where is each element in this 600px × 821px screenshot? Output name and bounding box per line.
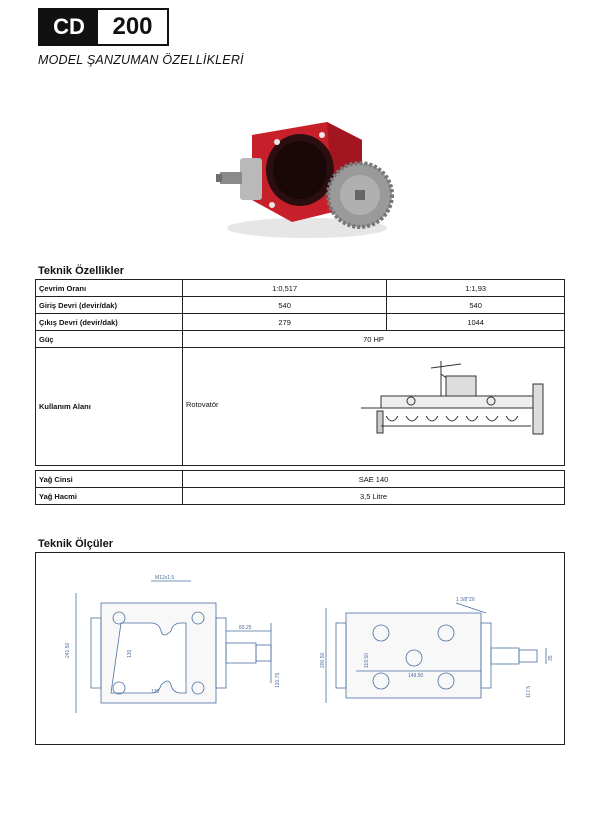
table-row [36,348,565,466]
dim-side-length: 149.50 [408,673,424,679]
table-row [36,280,565,297]
dim-shaft-diameter: 35 [548,655,554,661]
input-flange [216,158,262,200]
power-label: Güç [36,331,183,348]
dim-thread: M12x1.5 [155,575,175,581]
specs-table [35,279,565,505]
power-value: 70 HP [183,331,565,348]
dimensions-section-title: Teknik Ölçüler [38,538,113,550]
model-number: 200 [112,13,153,40]
oil-volume-value: 3,5 Litre [183,488,565,505]
table-row [36,488,565,505]
dim-front-height: 241.50 [65,642,71,658]
rotovator-drawing [351,356,551,456]
oil-type-label: Yağ Cinsi [36,471,183,488]
dim-side-height: 200.50 [320,652,326,668]
oil-volume-label: Yağ Hacmi [36,488,183,505]
output-speed-value-1: 279 [183,314,387,331]
dimensions-box [35,552,565,745]
dim-shaft-position: 120.75 [275,672,281,688]
table-row [36,331,565,348]
usage-label: Kullanım Alanı [36,348,183,466]
dim-side-inner: 119.50 [364,653,370,668]
side-view-drawing [316,563,556,733]
front-view-drawing [51,563,286,733]
ratio-value-2: 1:1,93 [387,280,565,297]
specs-section-title: Teknik Özellikler [38,265,125,277]
page-subtitle: MODEL ŞANZUMAN ÖZELLİKLERİ [38,53,244,67]
usage-value: Rotovatör [186,400,219,409]
dim-front-base: 130 [151,689,160,695]
usage-cell [183,348,565,466]
table-row [36,314,565,331]
dim-shaft-length: 83.25 [239,625,252,631]
input-speed-label: Giriş Devri (devir/dak) [36,297,183,314]
gearbox-product-image [212,100,402,250]
output-speed-label: Çıkış Devri (devir/dak) [36,314,183,331]
model-badge [38,8,169,46]
input-speed-value-1: 540 [183,297,387,314]
input-speed-value-2: 540 [387,297,565,314]
table-row [36,471,565,488]
table-row [36,297,565,314]
gear-wheel [328,163,392,227]
output-speed-value-2: 1044 [387,314,565,331]
ratio-label: Çevrim Oranı [36,280,183,297]
dim-front-inner: 130 [127,649,133,658]
ratio-value-1: 1:0,517 [183,280,387,297]
dim-shaft-offset: 117.5 [526,685,532,698]
oil-type-value: SAE 140 [183,471,565,488]
brand-label: CD [40,10,98,44]
dim-shaft-spec: 1 3/8"Z6 [456,597,475,603]
